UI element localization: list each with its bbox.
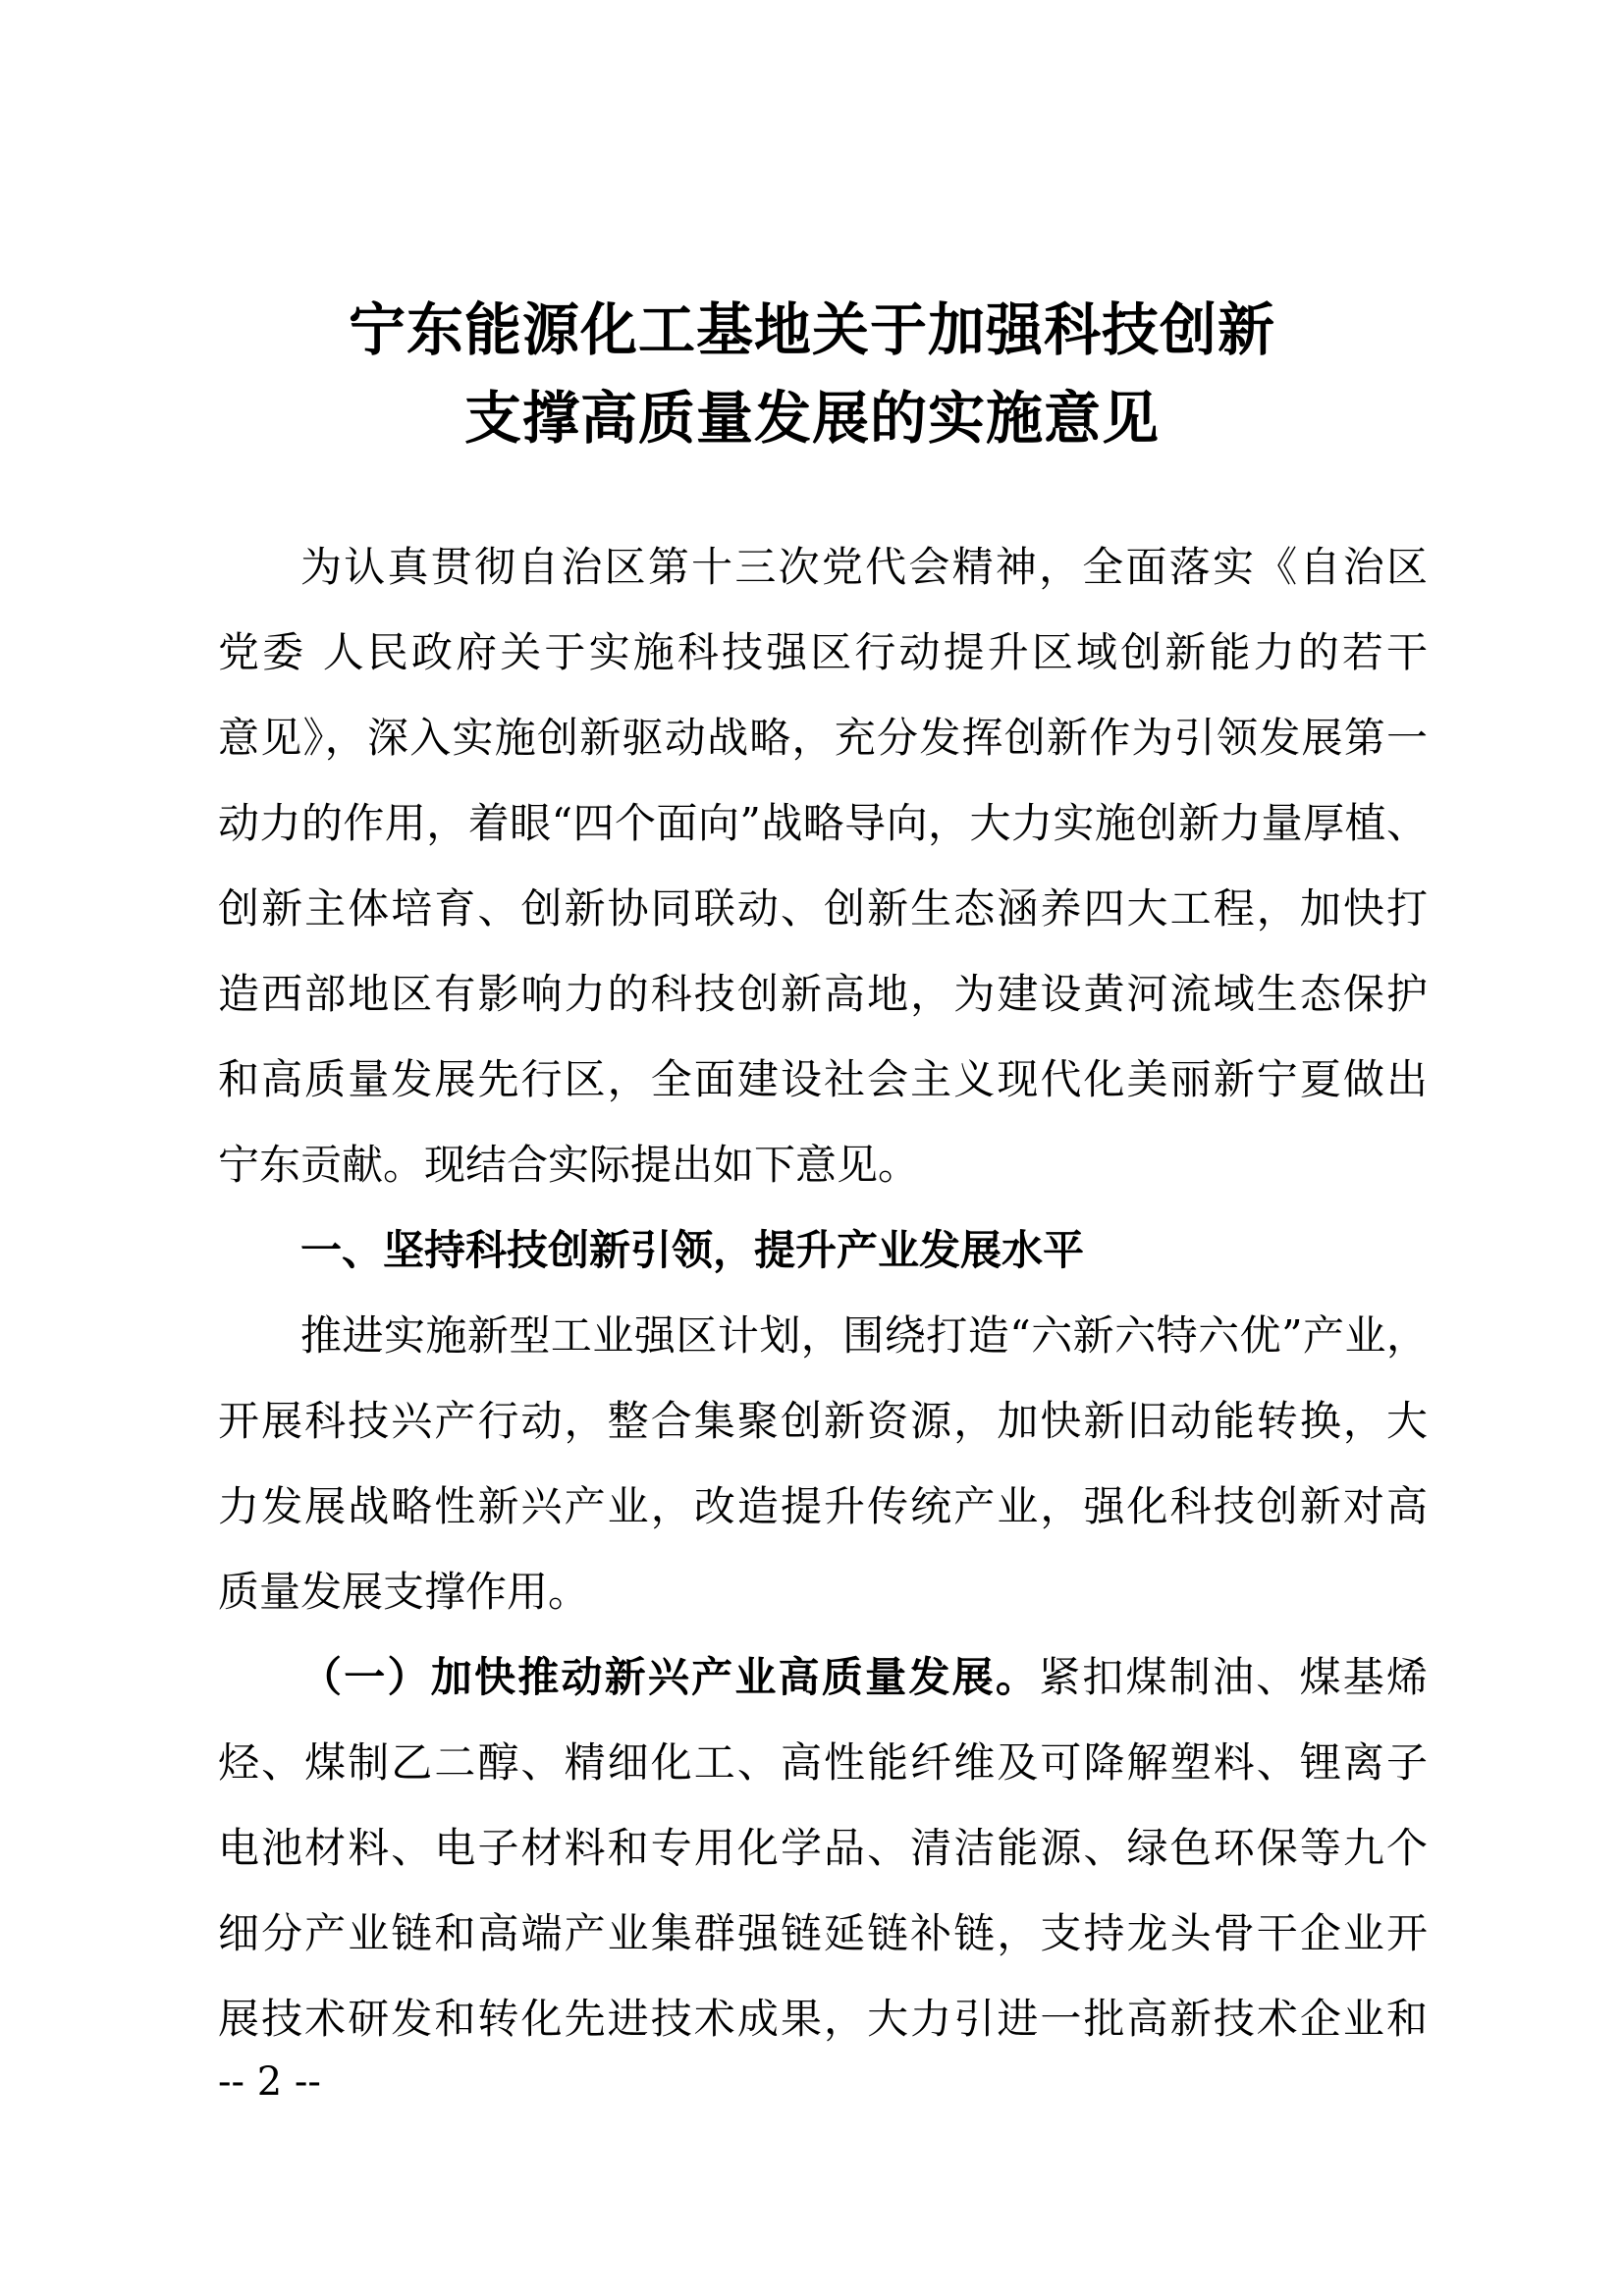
section-paragraph-line: 力发展战略性新兴产业，改造提升传统产业，强化科技创新对高 [218,1482,1428,1530]
subsection-paragraph-line: 展技术研发和转化先进技术成果，大力引进一批高新技术企业和 [218,1995,1428,2043]
page-number: -- 2 -- [218,2059,321,2105]
intro-paragraph-line: 创新主体培育、创新协同联动、创新生态涵养四大工程，加快打 [218,884,1428,933]
intro-paragraph-line: 造西部地区有影响力的科技创新高地，为建设黄河流域生态保护 [218,970,1428,1018]
section-paragraph-line: 推进实施新型工业强区计划，围绕打造“六新六特六优”产业， [300,1311,1428,1360]
subsection-first-line-text: 紧扣煤制油、煤基烯 [1039,1653,1428,1701]
document-title-line-2: 支撑高质量发展的实施意见 [463,385,1160,452]
intro-paragraph-line: 宁东贡献。现结合实际提出如下意见。 [218,1141,920,1189]
intro-paragraph-line: 意见》，深入实施创新驱动战略，充分发挥创新作为引领发展第一 [218,714,1428,762]
intro-paragraph-line: 动力的作用，着眼“四个面向”战略导向，大力实施创新力量厚植、 [218,799,1428,847]
section-paragraph-line: 质量发展支撑作用。 [218,1568,590,1616]
intro-paragraph-line: 和高质量发展先行区，全面建设社会主义现代化美丽新宁夏做出 [218,1055,1428,1103]
subsection-paragraph-line: 烃、煤制乙二醇、精细化工、高性能纤维及可降解塑料、锂离子 [218,1738,1428,1787]
subsection-first-line [300,1648,1428,1707]
subsection-heading: （一）加快推动新兴产业高质量发展。 [300,1653,1040,1701]
subsection-paragraph-line: 电池材料、电子材料和专用化学品、清洁能源、绿色环保等九个 [218,1824,1428,1872]
intro-paragraph-line: 党委 人民政府关于实施科技强区行动提升区域创新能力的若干 [218,628,1428,676]
document-title-line-1: 宁东能源化工基地关于加强科技创新 [348,296,1275,363]
subsection-paragraph-line: 细分产业链和高端产业集群强链延链补链，支持龙头骨干企业开 [218,1909,1428,1957]
section-heading: 一、坚持科技创新引领，提升产业发展水平 [300,1226,1085,1274]
intro-paragraph-line: 为认真贯彻自治区第十三次党代会精神，全面落实《自治区 [300,543,1428,591]
section-paragraph-line: 开展科技兴产行动，整合集聚创新资源，加快新旧动能转换，大 [218,1397,1428,1445]
